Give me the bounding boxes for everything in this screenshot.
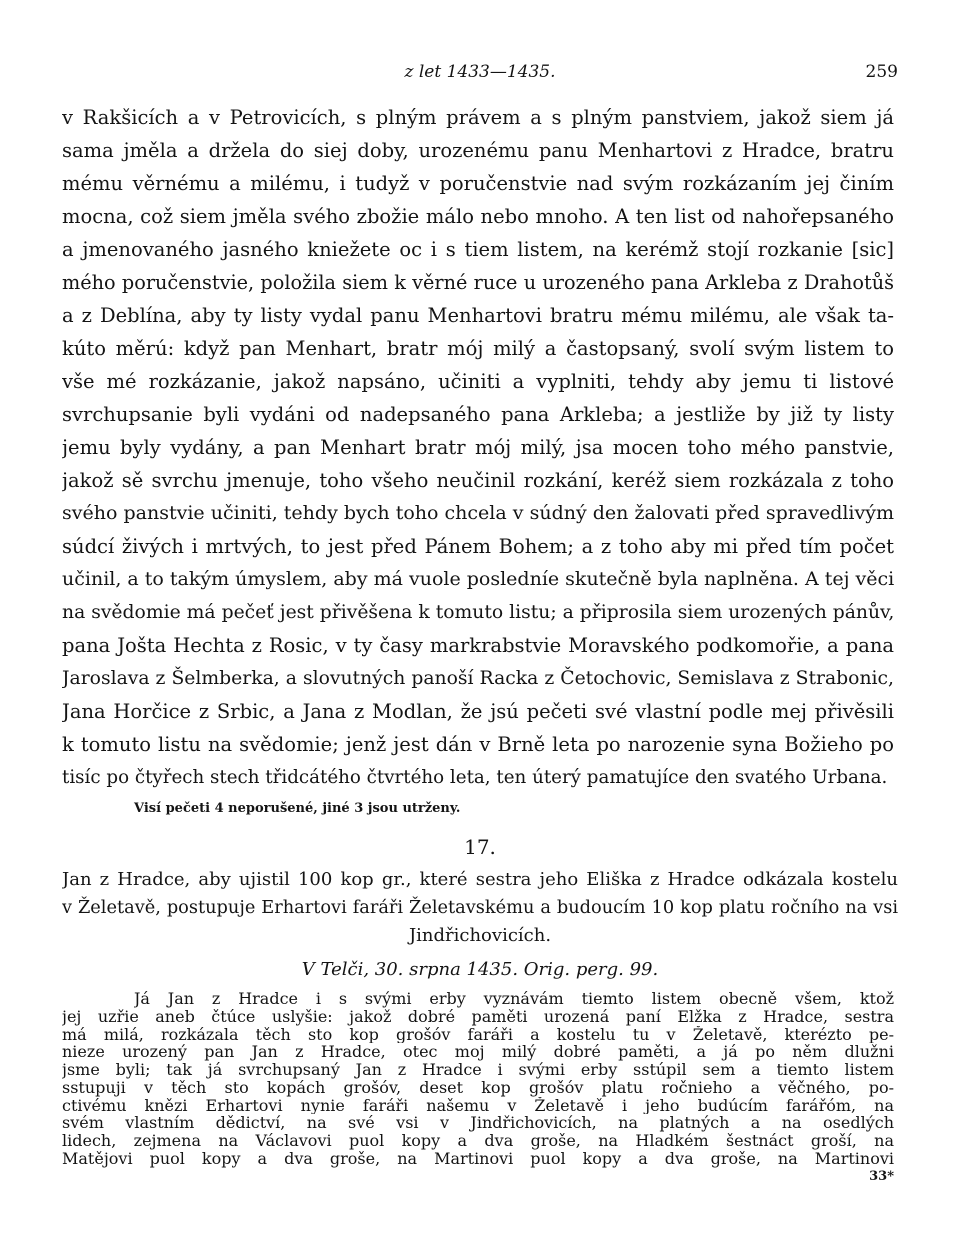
text-line: Já Jan z Hradce i s svými erby vyznávám tiemto listem obecně všem, ktož xyxy=(134,990,894,1008)
running-head: z let 1433—1435. xyxy=(404,62,556,82)
text-line: mému věrnému a milému, i tudyž v poručenstvie nad svým rozkázaním jej činím xyxy=(62,172,894,195)
text-line: k tomuto listu na svědomie; jenž jest dán v Brně leta po narozenie syna Božieho po xyxy=(62,733,894,756)
text-line: mocna, což siem jměla svého zbožie málo nebo mnoho. A ten list od nahořepsaného xyxy=(62,205,894,228)
dating-line: V Telči, 30. srpna 1435. Orig. perg. 99. xyxy=(301,959,659,980)
text-line: vše mé rozkázanie, jakož napsáno, učiniti a vyplniti, tehdy aby jemu ti listové xyxy=(62,370,894,393)
text-line: ctivému knězi Erhartovi nynie faráři našemu v Želetavě i jeho budúcím farářóm, na xyxy=(62,1096,894,1115)
regest-line: Jan z Hradce, aby ujistil 100 kop gr., které sestra jeho Eliška z Hradce odkázala kostelu xyxy=(62,869,898,890)
text-line: Jana Horčice z Srbic, a Jana z Modlan, že jsú pečeti své vlastní podle mej přivěsili xyxy=(62,700,894,723)
text-line: učinil, a to takým úmyslem, aby má vuole posledníe skutečně byla naplněna. A tej věci xyxy=(62,568,894,590)
text-line: súdcí živých i mrtvých, to jest před Pánem Bohem; a z toho aby mi před tím počet xyxy=(62,535,894,558)
regest-line: Jindřichovicích. xyxy=(408,925,552,946)
regest-line: v Želetavě, postupuje Erhartovi faráři Želetavskému a budoucím 10 kop platu ročního na vsi xyxy=(62,898,898,918)
text-line: pana Jošta Hechta z Rosic, v ty časy markrabstvie Moravského podkomořie, a pana xyxy=(62,634,894,657)
text-line: má milá, rozkázala těch sto kop grošóv faráři a kostelu tu v Želetavě, kterézto pe- xyxy=(62,1025,894,1044)
page-number: 259 xyxy=(865,62,898,82)
text-line: jsme byli; tak já svrchupsaný Jan z Hradce i svými erby sstúpil sem a tiemto listem xyxy=(62,1061,894,1079)
seal-note: Visí pečeti 4 neporušené, jiné 3 jsou utrženy. xyxy=(134,801,461,816)
text-line: na svědomie má pečeť jest přivěšena k tomuto listu; a připrosila siem urozených pánův, xyxy=(62,602,894,623)
text-line: a z Deblína, aby ty listy vydal panu Menhartovi bratru mému milému, ale však ta- xyxy=(62,304,894,327)
text-line: lidech, zejmena na Václavovi puol kopy a dva groše, na Hladkém šestnáct groší, na xyxy=(62,1132,894,1150)
text-line: svrchupsanie byli vydáni od nadepsaného pana Arkleba; a jestliže by již ty listy xyxy=(62,403,894,426)
text-line: jakož sě svrchu jmenuje, toho všeho neučinil rozkání, keréž siem rozkázala z toho xyxy=(62,469,894,492)
text-line: jej uzřie aneb čtúce uslyšie: jakož dobré paměti urozená paní Elžka z Hradce, sestra xyxy=(62,1007,894,1026)
text-line: svého panstvie učiniti, tehdy bych toho chcela v súdný den žalovati před spravedlivým xyxy=(62,502,894,524)
signature-mark: 33* xyxy=(869,1168,894,1184)
text-line: tisíc po čtyřech stech třidcátého čtvrtého leta, ten úterý pamatujíce den svatého Urbana. xyxy=(62,767,888,788)
text-line: a jmenovaného jasného kniežete oc i s tiem listem, na kerémž stojí rozkanie [sic] xyxy=(62,238,894,261)
text-line: Jaroslava z Šelmberka, a slovutných panoší Racka z Četochovic, Semislava z Strabonic, xyxy=(62,668,894,689)
text-line: kúto měrú: když pan Menhart, bratr mój milý a častopsaný, svolí svým listem to xyxy=(62,337,894,360)
document-number: 17. xyxy=(464,835,496,859)
page-header xyxy=(62,58,898,86)
text-line: mého poručenstvie, položila siem k věrné ruce u urozeného pana Arkleba z Drahotůš xyxy=(62,271,894,294)
text-line: Matějovi puol kopy a dva groše, na Martinovi puol kopy a dva groše, na Martinovi xyxy=(62,1150,894,1168)
text-line: sstupuji v těch sto kopách grošóv, deset kop grošóv platu ročnieho a věčného, po- xyxy=(62,1078,894,1097)
text-line: jemu byly vydány, a pan Menhart bratr mój milý, jsa mocen toho mého panstvie, xyxy=(62,436,894,459)
text-line: v Rakšicích a v Petrovicích, s plným právem a s plným panstviem, jakož siem já xyxy=(62,106,894,129)
text-line: sama jměla a držela do siej doby, urozenému panu Menhartovi z Hradce, bratru xyxy=(62,139,894,162)
text-line: svém vlastním dědictví, na své vsi v Jindřichovicích, na platných a na osedlých xyxy=(62,1114,894,1133)
text-line: nieze urozený pan Jan z Hradce, otec moj milý dobré paměti, a já po něm dlužni xyxy=(62,1043,894,1062)
